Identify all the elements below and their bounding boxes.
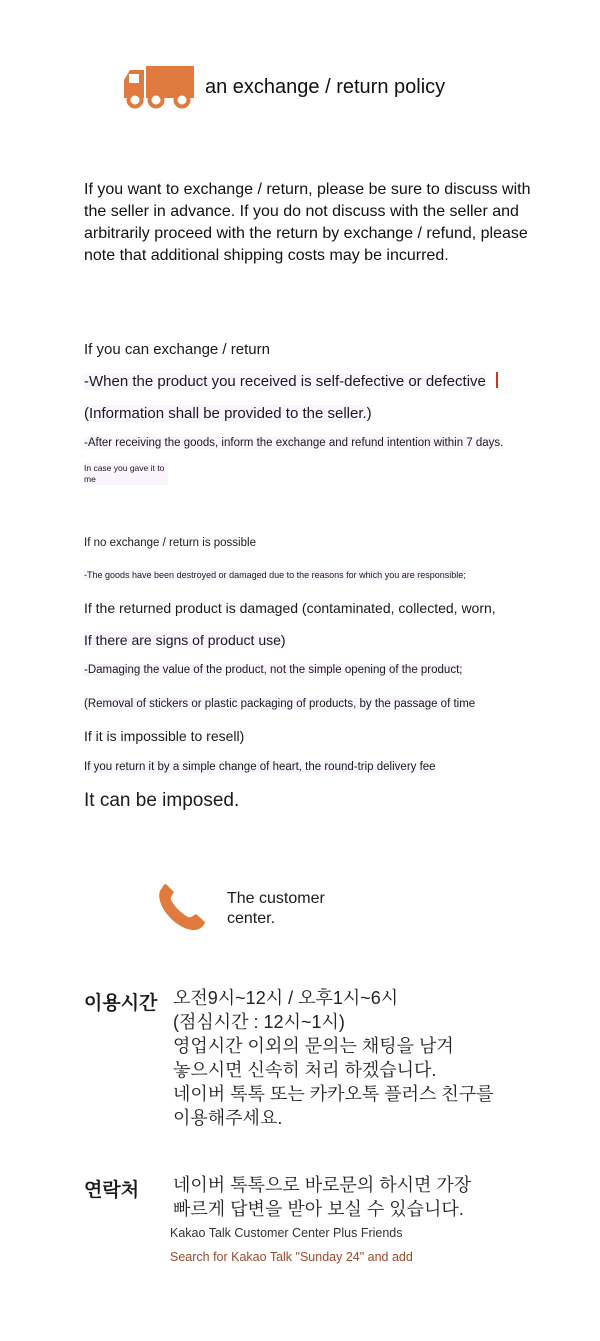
hours-line: 놓으시면 신속히 처리 하겠습니다.	[173, 1060, 437, 1080]
phone-icon	[156, 884, 208, 932]
can-exchange-heading: If you can exchange / return	[84, 341, 270, 358]
customer-center-title-line: The customer	[227, 890, 325, 907]
no-exchange-item: If the returned product is damaged (contaminated, collected, worn,	[84, 600, 496, 616]
customer-center-title	[227, 889, 367, 929]
kakao-search-line: Search for Kakao Talk "Sunday 24" and add	[170, 1250, 413, 1264]
no-exchange-item: -The goods have been destroyed or damaged due to the reasons for which you are responsible;	[84, 570, 466, 580]
contact-line: 네이버 톡톡으로 바로문의 하시면 가장	[173, 1175, 472, 1195]
hours-text	[173, 986, 494, 1130]
hours-line: 이용해주세요.	[173, 1108, 283, 1128]
truck-icon	[122, 64, 196, 110]
customer-center-title-line: center.	[227, 910, 276, 927]
no-exchange-item: (Removal of stickers or plastic packaging of products, by the passage of time	[84, 698, 476, 710]
no-exchange-item: -Damaging the value of the product, not the simple opening of the product;	[84, 664, 463, 676]
hours-line: 오전9시~12시 / 오후1시~6시	[173, 988, 399, 1008]
text-marker	[496, 372, 498, 388]
contact-line: 빠르게 답변을 받아 보실 수 있습니다.	[173, 1199, 464, 1219]
no-exchange-item: If you return it by a simple change of heart, the round-trip delivery fee	[84, 761, 436, 773]
no-exchange-item: If it is impossible to resell)	[84, 728, 245, 744]
hours-line: (점심시간 : 12시~1시)	[173, 1012, 345, 1032]
contact-text	[173, 1173, 471, 1221]
can-exchange-item: In case you gave it to me	[84, 463, 168, 485]
can-exchange-item: (Information shall be provided to the seller.)	[84, 405, 372, 422]
no-exchange-item: It can be imposed.	[84, 790, 240, 811]
no-exchange-heading: If no exchange / return is possible	[84, 537, 256, 549]
kakao-line: Kakao Talk Customer Center Plus Friends	[170, 1226, 403, 1240]
no-exchange-item: If there are signs of product use)	[84, 632, 286, 648]
hours-line: 영업시간 이외의 문의는 채팅을 남겨	[173, 1036, 454, 1056]
can-exchange-item: -After receiving the goods, inform the exchange and refund intention within 7 days.	[84, 437, 504, 449]
hours-label: 이용시간	[84, 993, 158, 1014]
contact-label: 연락처	[84, 1180, 140, 1201]
policy-intro: If you want to exchange / return, please be sure to discuss with the seller in advance. If you do not discuss with the seller and arbitrarily proceed with the return by exchange / refund, please note that additional shipping costs may be incurred.	[84, 181, 531, 264]
hours-line: 네이버 톡톡 또는 카카오톡 플러스 친구를	[173, 1084, 494, 1104]
can-exchange-item: -When the product you received is self-defective or defective	[84, 373, 486, 390]
policy-title: an exchange / return policy	[205, 76, 446, 98]
